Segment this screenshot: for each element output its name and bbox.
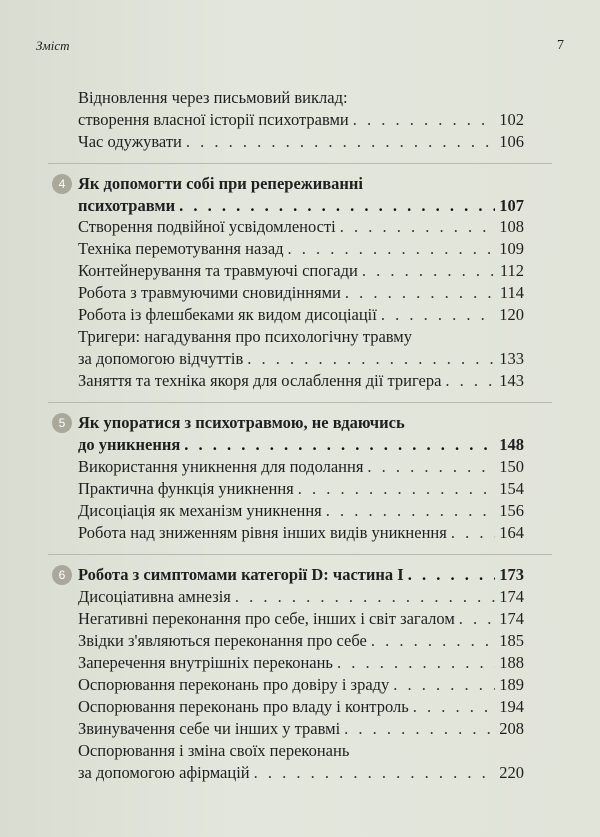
toc-entry: Використання уникнення для подолання . . . 150 <box>78 456 524 478</box>
toc-entry: Тригери: нагадування про психологічну травму <box>78 327 412 346</box>
toc-entry: Дисоціативна амнезія . . . 174 <box>78 586 524 608</box>
toc-entry: за допомогою відчуттів . . . 133 <box>78 348 524 370</box>
toc-entry: Робота з травмуючими сновидіннями . . . 114 <box>78 282 524 304</box>
toc-entry: Звідки з'являються переконання про себе . . . 185 <box>78 630 524 652</box>
chapter-number-badge: 5 <box>52 413 72 433</box>
running-header <box>36 38 564 58</box>
toc-entry: Оспорювання переконань про довіру і зраду . . . 189 <box>78 674 524 696</box>
chapter-number-badge: 6 <box>52 565 72 585</box>
toc-entry: створення власної історії психотравми . . . 102 <box>78 109 524 131</box>
chapter-title: Як упоратися з психотравмою, не вдаючись <box>78 413 405 432</box>
toc-entry: Створення подвійної усвідомленості . . . 108 <box>78 216 524 238</box>
page-number: 7 <box>557 38 564 53</box>
toc-entry: Контейнерування та травмуючі спогади . . . 112 <box>78 260 524 282</box>
toc-entry: Заняття та техніка якоря для ослаблення дії тригера . . . 143 <box>78 370 524 392</box>
chapter-title: Як допомогти собі при репереживанні <box>78 174 363 193</box>
toc-entry: Практична функція уникнення . . . 154 <box>78 478 524 500</box>
chapter-title: Робота з симптомами категорії D: частина I . . . 173 <box>78 564 524 586</box>
toc-entry: Дисоціація як механізм уникнення . . . 156 <box>78 500 524 522</box>
toc-entry: Негативні переконання про себе, інших і світ загалом . . . 174 <box>78 608 524 630</box>
toc-entry: Робота над зниженням рівня інших видів уникнення . . . 164 <box>78 522 524 544</box>
toc-entry: Робота із флешбеками як видом дисоціації . . . 120 <box>78 304 524 326</box>
toc-entry: Оспорювання переконань про владу і контроль . . . 194 <box>78 696 524 718</box>
toc-entry: за допомогою афірмацій . . . 220 <box>78 762 524 784</box>
header-title: Зміст <box>36 38 70 53</box>
chapter-title: психотравми . . . 107 <box>78 195 524 217</box>
toc-entry: Техніка перемотування назад . . . 109 <box>78 238 524 260</box>
chapter-number-badge: 4 <box>52 174 72 194</box>
toc-entry: Оспорювання і зміна своїх переконань <box>78 741 350 760</box>
section-divider <box>48 402 552 403</box>
toc-entry: Відновлення через письмовий виклад: <box>78 88 348 107</box>
toc-entry: Час одужувати . . . 106 <box>78 131 524 153</box>
section-divider <box>48 554 552 555</box>
toc-entry: Звинувачення себе чи інших у травмі . . . 208 <box>78 718 524 740</box>
chapter-title: до уникнення . . . 148 <box>78 434 524 456</box>
toc-entry: Заперечення внутрішніх переконань . . . 188 <box>78 652 524 674</box>
section-divider <box>48 163 552 164</box>
